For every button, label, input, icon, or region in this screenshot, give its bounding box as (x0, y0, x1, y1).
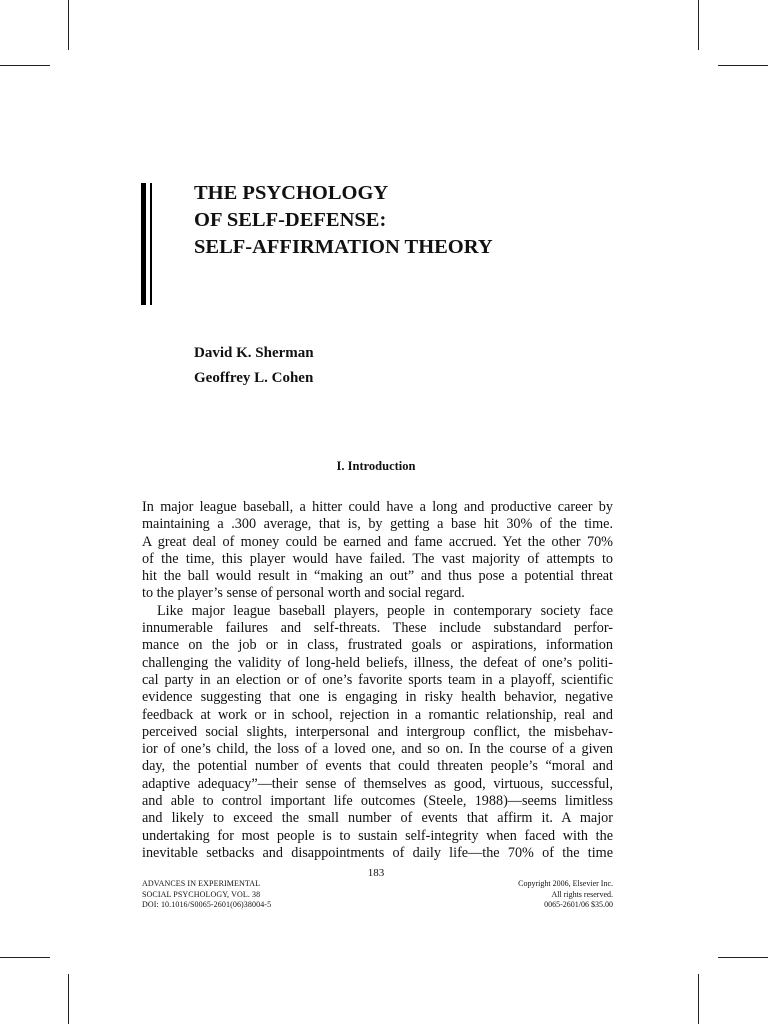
body-line: feedback at work or in school, rejection in a romantic relationship, real and (142, 706, 613, 723)
title-line: OF SELF-DEFENSE: (194, 209, 387, 231)
doi: DOI: 10.1016/S0065-2601(06)38004-5 (142, 900, 272, 909)
crop-mark-bottom-right-vertical (698, 974, 699, 1024)
body-line: challenging the validity of long-held beliefs, illness, the defeat of one’s politi- (142, 654, 613, 671)
copyright-line: Copyright 2006, Elsevier Inc. (518, 879, 613, 888)
body-line: In major league baseball, a hitter could have a long and productive career by (142, 499, 613, 515)
body-line: innumerable failures and self-threats. These include substandard perfor- (142, 620, 613, 637)
journal-info (142, 879, 271, 911)
author-name: Geoffrey L. Cohen (194, 370, 314, 386)
page-number: 183 (367, 867, 385, 879)
crop-mark-bottom-left-vertical (68, 974, 69, 1024)
body-line: mance on the job or in class, frustrated goals or aspirations, information (142, 637, 613, 654)
body-line: of the time, this player would have failed. The vast majority of attempts to (142, 550, 613, 567)
body-line: A great deal of money could be earned and fame accrued. Yet the other 70% (142, 533, 613, 550)
title-rule-thick (141, 183, 146, 305)
body-line: undertaking for most people is to sustain self-integrity when faced with the (142, 827, 613, 844)
body-line: inevitable setbacks and disappointments of daily life—the 70% of the time (142, 844, 613, 861)
body-line: maintaining a .300 average, that is, by getting a base hit 30% of the time. (142, 516, 613, 533)
section-heading: I. Introduction (336, 459, 416, 473)
crop-mark-top-right-vertical (698, 0, 699, 50)
crop-mark-top-right-horizontal (718, 65, 768, 66)
title-line: SELF-AFFIRMATION THEORY (194, 236, 493, 258)
crop-mark-bottom-right-horizontal (718, 957, 768, 958)
body-line: and likely to exceed the small number of events that affirm it. A major (142, 810, 613, 827)
crop-mark-top-left-vertical (68, 0, 69, 50)
title-rule-thin (150, 183, 152, 305)
author-list (194, 341, 314, 391)
issn-price: 0065-2601/06 $35.00 (544, 900, 613, 909)
body-line: perceived social slights, interpersonal and intergroup conflict, the misbehav- (142, 723, 613, 740)
author-name: David K. Sherman (194, 345, 314, 361)
body-line: ior of one’s child, the loss of a loved one, and so on. In the course of a given (142, 741, 613, 758)
article-title (194, 180, 493, 261)
body-text (142, 499, 613, 862)
journal-info-line: ADVANCES IN EXPERIMENTAL (142, 879, 261, 888)
body-line: day, the potential number of events that could threaten people’s “moral and (142, 758, 613, 775)
crop-mark-top-left-horizontal (0, 65, 50, 66)
title-line: THE PSYCHOLOGY (194, 182, 389, 204)
journal-info-line: SOCIAL PSYCHOLOGY, VOL. 38 (142, 889, 261, 899)
body-line: hit the ball would result in “making an out” and thus pose a potential threat (142, 568, 613, 585)
body-line: and able to control important life outcomes (Steele, 1988)—seems limitless (142, 793, 613, 810)
body-line: cal party in an election or of one’s favorite sports team in a playoff, scientific (142, 671, 613, 688)
body-line: to the player’s sense of personal worth and social regard. (142, 585, 465, 602)
body-line: Like major league baseball players, people in contemporary society face (157, 602, 613, 619)
copyright-info (518, 879, 613, 911)
body-line: adaptive adequacy”—their sense of themselves as good, virtuous, successful, (142, 775, 613, 792)
body-line: evidence suggesting that one is engaging in risky health behavior, negative (142, 689, 613, 706)
crop-mark-bottom-left-horizontal (0, 957, 50, 958)
copyright-line: All rights reserved. (551, 889, 613, 899)
